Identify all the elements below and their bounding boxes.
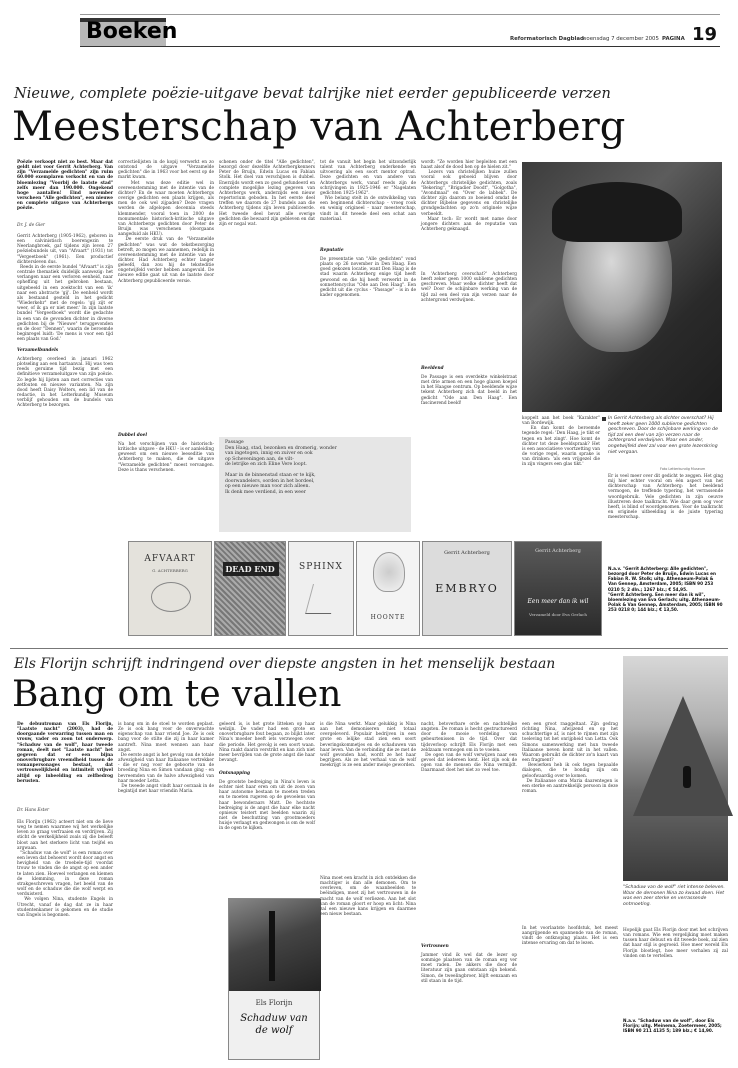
article2-col2-body: is bang om in de stoel te worden geplast. Ze is ook bang voor de onverwachte eigenschap van haar vriend Joe. Ze is ook bang voor de stilte die zij in haar kamer aantreft. Nina moet wennen aan haar angst. De eerste angst is het gevolg van de totale afwezigheid van haar Italiaanse vertrekker - die er nog voor de geboorte van de broeding Nina en Simon vandaan ging - en bevreemden van de halve afwezigheid van haar moeder Letta. De tweede angst vindt haar oorzaak in de begintijd met haar vriendin Maria. [118, 722, 215, 795]
page-number: 19 [692, 24, 718, 45]
article1-col6-body: koppelt aan het boek "Karakter" van Bordewijk. En dan komt de beroemde tegende regel: 'Den Haag, je tikt er tegen en het zingt'. Hoe komt de dichter tot deze beeldspraak? Het is een associatieve voortzetting van de vorige regel, waarin sprake is van drinken: 'als een vrijgezel die in zijn vingers een glas tikt.' [522, 416, 601, 468]
page-label: PAGINA [662, 36, 685, 42]
photo-hair-shape [552, 182, 682, 242]
article2-kicker: Els Florijn schrijft indringend over diepste angsten in het menselijk bestaan [14, 656, 556, 672]
cover-hoonte [356, 541, 420, 636]
article2-col6-body: een een groot raaggeltaat. Zijn gedrag richting Nina, afwijzend en op het schuchtertige af, is niet te rijmen met zijn toeleving tot het onrijpheid van Letta. Ook Simons samenwerking met hun tweede Italiaanse neven komt uit in het vallen. Waarom gebruikt de dichter zo'n kaart van een fragment? Bewierken heb ik ook tegen bepaalde dialogen, die te bondig zijn om geloofwaardig over te komen. De Italiaanse oma Maria daarentegen is een sterke en aantrekkelijk persoon in deze roman. [522, 722, 619, 795]
article1-col3-body: schenen onder de titel "Alle gedichten", bezorgd door dezelfde Achterbergkenners Peter de Bruijn, Edwin Lucas en Fabian Stolk. Het doel van verschijnen is dubbel. Enerzijds wordt een zo goed gefundeerd en complete mogelijke lezing gegeven van Achterbergs werk, anderzijds een nieuw repertorium geboden. In het eerste deel treffen we daarom de 27 bundels aan die Achterberg tijdens zijn leven publiceerde. Het tweede deel bevat alle overige gedichten die bewaard zijn gebleven en dat zijn er nogal wat. [219, 160, 317, 227]
article2-col4-body2: Nina moet een kracht in zich ontdekken die machtiger is dan alle demonen. Om te overleven, om de waanbeelden te beëindigen, moet zij het vertrouwen in de macht van de wolf verliezen. Aan het slot van de roman gloort er hoop en licht: Nina zal een nieuwe kans krijgen en daarmee een nieuw bestaan. [320, 876, 418, 918]
novel-cover-title: Schaduw van de wolf [240, 1013, 308, 1036]
cover-afvaart-title: AFVAART [144, 554, 196, 564]
issue-date: woensdag 7 december 2005 [582, 36, 659, 42]
cover-sphinx-title: SPHINX [299, 562, 343, 572]
article1-col2-subhead: Dubbel doel [118, 433, 147, 438]
passage-box-text: Passage Den Haag, stad, bezonken en dromerig, wonder van ingetogen, innig en zuiver en ook op Scheveningen aan, de vilt- de letrijke en zich Eline Vere loopt. Maar in de binnenstad staan er te kijk, doorwandelers, oorden in het bordeel, op een nieuwe man voor zich alleen. Ik denk mee verdiend, in een weer [225, 440, 337, 495]
article2-col5-body: nacht, betoverbare orde en nachtelijke angsten. De roman is hecht gestructureerd door de mooie verdeling van gebeurtenissen in de tijd. Over dat tijdsverloop schrijft Els Florijn met een zeldzaam vermogen om in te voelen. De ogen van de wolf verwijzen naar een gevoel dat iedereen kent. Het zijn ook de ogen van de mensen die Nina vermijdt. Daarmaast doet het niet zo veel toe. [421, 722, 518, 774]
achterberg-photo [522, 162, 722, 412]
cover-embryo-title: EMBRYO [435, 582, 499, 595]
article1-col5-body: wordt: "Ze worden hier bepleiten met een haast alsof de dood hen op de hielen zit." Lezers van christelijken huize zullen vooral ook geboeid blijven door Achterbergs christelijke gedichten, zoals "Bekering", "Brigadier Doodt", "Golgotha", "Avondmaal" en "Over de labbek". De dichter zijn daarom zo boeiend omdat de dichter Bijbelse gegevens en christelijke grondgedachten op zo'n originele wijze verbeeldt. Maar toch: Er wordt met name door jongere dichters aan de reputatie van Achterberg geknaagd. [421, 160, 518, 233]
newspaper-name: Reformatorisch Dagblad [510, 36, 584, 42]
cover-sphinx [288, 541, 354, 636]
article1-col2-body: correctielijsten in de kopij verwerkt en zo ontstond de uitgave "Verzamelde gedichten" die in 1963 voor het eerst op de markt kwam. Met was deze editie wel in overeenstemming met de intentie van de dichter? En de waar moeten Achterbergs overige gedichten een plaats krijgen, als men de ook wel zijpaden? Deze vragen werden de afgelopen decennia steeds klemmender, vooral toen in 2000 de monumentale historisch-kritische uitgave van Achterbergs gedichten door Peter de Bruijn was verschenen (doorgaans aangeduid als HKU). De eerste druk van de "Verzamelde gedichten" was wat de tekstbezorging betreft, zo mogen we aannemen, redelijk in overeenstemming met de intentie van de dichter. Had Achterberg echter langer geleefd, dan zou hij de teksteditie ongetwijfeld verder hebben aangevuld. De nieuwe editie gaat uit van de laatste door Achterberg gepubliceerde versie. [118, 160, 214, 284]
page-header [0, 0, 738, 52]
article2-book-info: N.a.v. "Schaduw van de wolf", door Els Florijn; uitg. Meinema, Zoetermeer, 2005; ISBN 90 211 4135 5; 189 blz.; € 14,90. [623, 1018, 724, 1034]
cover-hoonte-title: HOONTE [370, 614, 406, 621]
novel-cover [228, 898, 320, 1060]
article1-byline: Dr. J. de Gier [17, 223, 45, 228]
article2-col6-body2: In het voorlaatste hoofdstuk, het meest aangrijpende en spannende van de roman, vindt de ontknoping plaats. Het is een intense ervaring om dat te lezen. [522, 926, 620, 947]
cover-afvaart [128, 541, 212, 636]
article2-col7-body: Hopelijk gaat Els Florijn door met het schrijven van romans. Wie een vergelijking moet maken tussen haar debuut en dit tweede boek, zal zien dat haar stijl is gegroeid. Hoe meer wereld Els Florijn blootlegt, hoe meer verhalen zij zal vinden om te vertellen. [623, 928, 730, 959]
article1-col4-body: tot de vanuit het begin het uitzonderlijk talent van Achterberg onderkende en uitvoering als een soort mentor optrad. Deze gedichten en van andere van Achterbergs werk, vanaf reeds zijn de schrijvingen in 1925-1946 er "Nagelaten gedichten 1925-1962". Wie belang stelt in de ontwikkeling van een beginnend dichterschap - vroeg rook en weinig origineel - naar meesterschap, vindt in dit tweede deel een schat aan materiaal. [320, 160, 417, 222]
article1-col1-body2: Achterberg overleed in januari 1962 plotseling aan een hartaanval. Hij was toen reeds geruime tijd bezig met een definitieve verzameluitgave van zijn poëzie. Zo legde hij lijsten aan met correcties van zetfouten en nieuwe varianten. Na zijn dood heeft Daisy Wolters, een lid van de redactie, in het Letterkundig Museum verblijf gehouden om de bundels van Achterberg te bezorgen. [17, 357, 115, 409]
achterberg-photo-caption: In Gerrit Achterberg als dichter overschat? Hij heeft zeker geen 1000 sublieme gedichten geschreven. Door de schijnbare werking van de tijd zal een deel van zijn verzen naar de achtergrond verdwijnen. Maar een ander, ongetwijfeld deel zal voor een grote lezerskring niet vergaan. [608, 416, 720, 455]
novel-cover-tree [269, 911, 275, 981]
cover-afvaart-ornament [151, 582, 191, 612]
article1-col2-body2: Na het verschijnen van de historisch-kritische uitgave - de HKU - is er aanleiding geweest om een nieuwe leeseditie van Achterberg te maken, die de uitgave "Verzamelde gedichten" moest vervangen. Deze is thans verschenen. [118, 442, 216, 473]
article2-col3-subhead: Ontsnapping [219, 771, 250, 776]
article-divider [10, 648, 728, 649]
cover-dead-end-title: DEAD END [225, 564, 275, 574]
article2-col5-subhead: Vertrouwen [421, 944, 449, 949]
section-title: Boeken [86, 19, 178, 44]
mountain-climber-shape [683, 766, 691, 788]
article2-col1-body: Els Florijn (1962) acteert niet om de lieve weg te nemen waarmee wij het werkelijke leven zo graag verfraaien en verdrijven. Zij sticht de werkelijkheid zoals zij die beleeft bloot aan het sterkere licht van twijfel en argwaan. "Schaduw van de wolf" is een roman over een leven dat behoerst wordt door angst en hevigheid van de troebele-tijd voordat trouw te vinden die de angst op een ander te laten zien. Hoeveel verlangen en kiemen de klemming, in deze roman strakgeschreven vragen, het beeld van de wolf en de schaduw die die wolf werpt en verduisterd. We volgen Nina, studente Engels in Utrecht, vanaf de dag dat ze in haar studentenkamer is gekomen en de studie van Engels is begonnen. [17, 820, 113, 918]
article2-col3-body: geleerd is, is het grote litteken op haar welzijn. De vader had een grote en onoverbrugbare fout begaan, zo blijkt later. Nina's moeder heeft iets verzwegen over die periode. Het gevolg is een soort waan. Nina raakt daarin verstrikt en kan zich niet meer bevrijden van de grote angst die haar bevangt. [219, 722, 317, 764]
article1-col5-body2: In 'Achterberg overschat?' Achterberg heeft zeker geen 1000 sublieme gedichten geschreven. Maar welke dichter heeft dat wel? Door de schijnbare werking van de tijd zal een deel van zijn verzen naar de achtergrond verdwijnen. [421, 272, 519, 303]
cover-dead-end [214, 541, 286, 636]
cover-embryo [422, 541, 512, 636]
article2-byline: Dr. Hans Ester [17, 808, 50, 813]
article1-col5-body3: De Passage is een overdekte winkelstraat met drie armen en een hoge glazen koepel in het Haagse centrum. Op beeldende wijze tekent Achterberg zich dat beeld in het gedicht "Ode aan Den Haag". Een fascinerend beeld! [421, 375, 519, 406]
header-rule-bottom [80, 46, 720, 47]
header-rule-top [80, 14, 720, 15]
novel-cover-author: Els Florijn [255, 999, 293, 1007]
cover-een-meer-dan-ik-wil [514, 541, 602, 636]
article1-col4-body2: De presentatie van "Alle gedichten" vond plaats op 26 november in Den Haag. Een goed gekozen locatie, want Den Haag is de stad waarin Achterberg enige tijd heeft gewoond en die hij heeft verwerkt in de sonnettencyclus "Ode aan Den Haag". Een gedicht uit die cyclus - "Passage" - is in de kader opgenomen. [320, 257, 418, 299]
article1-col4-subhead: Reputatie [320, 248, 344, 253]
article2-col5-body2: Jammer vind ik wel dat de lezer op sommige plaatsen van de roman erg ver moet raden. De akkers die door de literatuur zijn gaan ontstaan zijn bekend. Simon, de tweelingbroer, blijft eenzaam en stil staan in de tijd. [421, 953, 519, 984]
caption-bullet-icon [602, 417, 606, 421]
article1-col6-body2: Er is veel meer over dit gedicht te zeggen. Het ging mij hier echter vooral om één aspect van het dichterschap van Achterberg: het beeldend vermogen, de treffende typering, het verrassende woordgebruik. Vele gedichten in zijn oeuvre illustreren deze taalkracht. Wie daar gem oog voor heeft, is blind of woordgenomen. Voor de taalkracht en originele uitbeelding is de juiste typering meesterschap. [608, 474, 725, 521]
article1-headline: Meesterschap van Achterberg [12, 104, 626, 150]
novel-cover-image [229, 899, 321, 991]
mountain-photo [623, 656, 728, 881]
article1-col5-subhead: Beeldend [421, 366, 444, 371]
cover-sphinx-figure [305, 584, 339, 614]
cover-afvaart-author: G. ACHTERBERG [152, 568, 188, 573]
article1-col1-body: Gerrit Achterberg (1905-1962), geboren in een calvinistisch boerengezin te Neerlangbroek, gaf tijdens zijn leven 27 poëziebundels uit, van "Afvaart" (1931) tot "Vergeetboek" (1961). Een productief dichtersleven dus. Reeds in de eerste bundel "Afvaart" is zijn centrale thematiek duidelijk aanwezig: het verlangen naar een verloren eenheid, naar opheffing uit het gebroken bestaan, uitgebeeld in een zoektocht van een 'ik' naar een abstracte 'gij'. De eenheid wordt als bestaand gesteld in het gedicht "Wiederkehr" met de regels: 'gij zijt er weer, of ik ga er niet meer.' In zijn laatste bundel "Vergeetboek" wordt die gedachte in een van de gevonden dichter in diverse gedichten bij de "Nieuwe" teruggevonden en de door "Dennen", waarin de beroemde beginregel luidt: 'De mens is voor een tijd een plaats van God.' [17, 234, 113, 343]
article1-book-info: N.a.v. "Gerrit Achterberg: Alle gedichten", bezorgd door Peter de Bruijn, Edwin Lucas en Fabian R. W. Stolk; uitg. Athenaeum-Polak & Van Gennep, Amsterdam, 2005; ISBN 90 253 0210 5; 2 dln.; 1267 blz.; € 54,95. "Gerrit Achterberg. Een meer dan ik wil", bloemlezing van Eva Gerlach; uitg. Athenaeum-Polak & Van Gennep, Amsterdam, 2005; ISBN 90 253 0218 0; 144 blz.; € 13,50. [608, 566, 723, 613]
cover-hoonte-figure [373, 552, 405, 592]
cover-embryo-author: Gerrit Achterberg [444, 550, 490, 556]
article2-intro: De debuutroman van Els Florijn, "Laatste nacht" (2003), had de doorgaande verwarring tussen man en vrouw, vader en zoon tot onderwerp. "Schaduw van de wolf", haar tweede roman, deelt met "Laatste nacht" het gegeven dat er een bijna onoverbrugbare vreemdheid tussen de romanpersonages bestaat, dat vertrouwelijkheid en intimiteit vrijwel altijd op inbeelding en zelfbedrog berusten. [17, 722, 115, 784]
mountain-peak-shape [633, 696, 733, 816]
article1-intro: Poëzie verkoopt niet zo best. Maar dat geldt niet voor Gerrit Achterberg. Van zijn "Verzamelde gedichten" zijn ruim 60.000 exemplaren verkocht en van de bloemlezing "Voorbij de laatste stad" zelfs meer dan 190.000. Ongekend hoge aantallen! Eind november verscheen "Alle gedichten", een nieuwe en complete uitgave van Achterbergs poëzie. [17, 160, 115, 212]
article2-headline: Bang om te vallen [12, 674, 342, 715]
cover-eenmeer-author: Gerrit Achterberg [535, 548, 581, 554]
cover-eenmeer-title: Een meer dan ik wil [527, 598, 589, 605]
achterberg-photo-credit: Foto Letterkundig Museum [660, 467, 706, 471]
article2-col4-body: is die Nina werkt. Maar gelukkig is Nina aan het demoniseren niet totaal overgeleverd. Populair bedrijven in een grote en lelijke stad zien een soort beveringskommetjes en de schaduwen van haar leven. Van de verbinding die ze met de wolf gevonden had, wordt ze het haar begrijpen. Als ze het verhaal van de wolf meekrijgt is ze een ander meisje geworden. [320, 722, 418, 769]
article1-kicker: Nieuwe, complete poëzie-uitgave bevat talrijke niet eerder gepubliceerde verzen [14, 86, 611, 102]
mountain-photo-caption: "Schaduw van de wolf" riet intense beleven. Waar de demonen Nina zo kwaad doen. Het was een zeer sterke en verrassende ontmoeting. [623, 885, 727, 907]
article1-col1-subhead: Verzamelbundels [17, 348, 59, 353]
cover-eenmeer-subtitle: Verzameld door Eva Gerlach [529, 612, 587, 617]
article2-col3-body2: De grootste bedreiging in Nina's leven is echter niet haar eren om uit de zoon van haar autonome bestaan te moeten treden en te moeten rugeren op de gevoelens van haar bewonderaars Matt. De hechtste bedreiging is de angst die haar elke nacht opnieuw teistert met beelden waarin zij niet de beschutting van grootmoeders huisje verlaagt en gedwongen is om de wolf in de ogen te kijken. [219, 780, 317, 832]
